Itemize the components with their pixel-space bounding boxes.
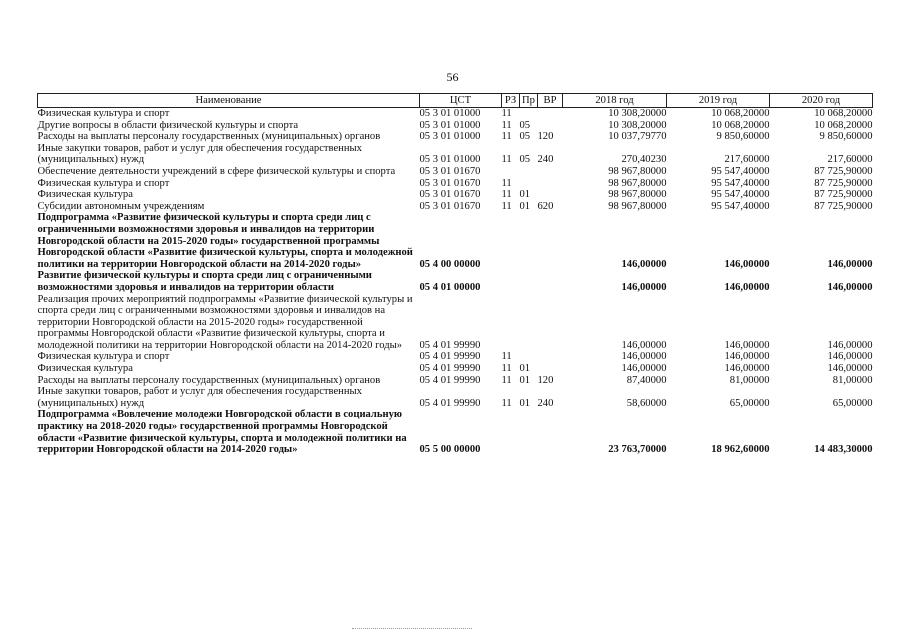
table-row [38,351,873,363]
table-row [38,143,873,166]
cell-2018: 98 967,80000 [608,165,667,177]
cell-2018: 10 308,20000 [608,108,667,119]
table-row [38,375,873,387]
cell-2018: 146,00000 [621,339,667,351]
cell-cst: 05 4 01 99990 [419,339,481,351]
cell-2018: 23 763,70000 [608,444,667,456]
cell-2020: 146,00000 [827,363,873,375]
cell-name: Физическая культура и спорт [37,177,170,189]
cell-name: Иные закупки товаров, работ и услуг для обеспечения государственных (муниципальных) нужд [37,142,362,166]
cell-vr [538,108,563,120]
cell-vr [538,351,563,363]
cell-vr [538,363,563,375]
cell-2020: 87 725,90000 [814,165,873,177]
cell-rz: 11 [501,154,512,166]
cell-2020: 146,00000 [827,339,873,351]
table-row [38,363,873,375]
cell-cst: 05 3 01 01670 [419,177,481,189]
table-row [38,386,873,409]
cell-2019: 18 962,60000 [711,444,770,456]
cell-name: Другие вопросы в области физической культуры и спорта [37,119,299,131]
cell-pr [520,166,538,178]
cell-2019: 10 068,20000 [711,119,770,131]
header-row [38,94,873,108]
cell-rz: 11 [501,351,512,363]
table-row [38,212,873,270]
cell-2019: 65,00000 [729,397,770,409]
cell-cst: 05 4 01 99990 [419,363,481,375]
cell-2018: 87,40000 [626,374,667,386]
cell-2019: 217,60000 [724,154,770,166]
header-name: Наименование [38,94,420,108]
cell-vr [538,294,563,352]
cell-vr [538,270,563,293]
cell-2018: 58,60000 [626,397,667,409]
cell-2019: 146,00000 [724,281,770,293]
cell-2019: 146,00000 [724,351,770,363]
cell-2020: 87 725,90000 [814,177,873,189]
cell-vr: 120 [537,374,554,386]
cell-cst: 05 3 01 01000 [419,154,481,166]
cell-2020: 87 725,90000 [814,200,873,212]
cell-pr [520,270,538,293]
table-row [38,270,873,293]
cell-name: Расходы на выплаты персоналу государственных (муниципальных) органов [37,131,381,143]
cell-2019: 95 547,40000 [711,200,770,212]
cell-pr: 01 [519,363,531,375]
header-pr: Пр [520,94,538,108]
cell-2019: 95 547,40000 [711,189,770,201]
table-row [38,108,873,120]
cell-2020: 9 850,60000 [819,131,873,143]
cell-rz: 11 [501,189,512,201]
table-row [38,178,873,190]
cell-vr [538,120,563,132]
cell-vr: 240 [537,397,554,409]
cell-2019: 146,00000 [724,363,770,375]
table-row [38,166,873,178]
cell-rz: 11 [501,397,512,409]
cell-2019: 95 547,40000 [711,177,770,189]
page-number: 56 [446,70,459,84]
table-header [38,94,873,108]
cell-name: Физическая культура [37,189,133,201]
cell-vr [538,212,563,270]
cell-2018: 146,00000 [621,258,667,270]
cell-name: Физическая культура и спорт [37,108,170,119]
cell-vr [538,166,563,178]
cell-rz [502,212,520,270]
cell-rz: 11 [501,108,512,119]
cell-2018: 98 967,80000 [608,200,667,212]
cell-cst: 05 4 01 99990 [419,351,481,363]
cell-name: Подпрограмма «Вовлечение молодежи Новгородской области в социальную практику на 2018-2020 годы» государственной программы Новгородской области «Развитие физической культуры, спорта и молодежной политики на территории Новгородской области на 2014-2020 годы» [37,409,407,456]
cell-2018: 146,00000 [621,281,667,293]
cell-name: Иные закупки товаров, работ и услуг для обеспечения государственных (муниципальных) нужд [37,386,362,409]
cell-rz: 11 [501,374,512,386]
cell-name: Реализация прочих мероприятий подпрограммы «Развитие физической культуры и спорта среди лиц с ограниченными возможностями здоровья и инвалидов на территории Новгородской области на 2015-2020 годы» государственной программы Новгородской области «Развитие физической культуры, спорта и молодежной политики на территории Новгородской области на 2014-2020 годы» [37,293,413,351]
cell-2019: 10 068,20000 [711,108,770,119]
cell-2018: 10 037,79770 [608,131,667,143]
cell-pr [520,108,538,120]
cell-cst: 05 3 01 01670 [419,165,481,177]
cell-cst: 05 3 01 01000 [419,119,481,131]
cell-2020: 87 725,90000 [814,189,873,201]
cell-rz [502,409,520,455]
header-rz: РЗ [502,94,520,108]
cell-rz: 11 [501,131,512,143]
cell-pr: 01 [519,200,531,212]
table-body [38,108,873,456]
cell-2018: 270,40230 [621,154,667,166]
cell-2020: 146,00000 [827,351,873,363]
cell-pr: 01 [519,374,531,386]
cell-2019: 95 547,40000 [711,165,770,177]
scan-artifact [352,628,472,633]
cell-vr: 620 [537,200,554,212]
cell-2019: 81,00000 [729,374,770,386]
cell-2018: 98 967,80000 [608,189,667,201]
cell-2020: 81,00000 [832,374,873,386]
cell-vr: 240 [537,154,554,166]
cell-pr: 01 [519,189,531,201]
cell-pr [520,351,538,363]
cell-pr [520,294,538,352]
cell-2020: 217,60000 [827,154,873,166]
budget-table [37,93,873,456]
cell-2020: 14 483,30000 [814,444,873,456]
cell-pr [520,409,538,455]
cell-name: Подпрограмма «Развитие физической культуры и спорта среди лиц с ограниченными возможностями здоровья и инвалидов на территории Новгородской области на 2015-2020 годы» государственной программы Новгородской области «Развитие физической культуры, спорта и молодежной политики на территории Новгородской области на 2014-2020 годы» [37,212,413,270]
cell-vr [538,409,563,455]
cell-pr [520,178,538,190]
cell-vr [538,178,563,190]
cell-vr: 120 [537,131,554,143]
cell-rz [502,270,520,293]
header-2019: 2019 год [667,94,770,108]
cell-2018: 146,00000 [621,351,667,363]
header-2020: 2020 год [770,94,873,108]
cell-cst: 05 4 01 00000 [419,281,481,293]
cell-2019: 146,00000 [724,339,770,351]
cell-pr: 05 [519,131,531,143]
cell-name: Физическая культура и спорт [37,351,170,363]
table-row [38,294,873,352]
cell-rz: 11 [501,177,512,189]
cell-name: Субсидии автономным учреждениям [37,200,205,212]
cell-2020: 65,00000 [832,397,873,409]
cell-cst: 05 3 01 01000 [419,108,481,119]
cell-2020: 146,00000 [827,281,873,293]
cell-name: Обеспечение деятельности учреждений в сфере физической культуры и спорта [37,165,396,177]
cell-2018: 98 967,80000 [608,177,667,189]
cell-rz: 11 [501,363,512,375]
cell-2020: 146,00000 [827,258,873,270]
cell-pr [520,212,538,270]
table-row [38,409,873,455]
cell-pr: 05 [519,154,531,166]
table-row [38,201,873,213]
cell-name: Расходы на выплаты персоналу государственных (муниципальных) органов [37,374,381,386]
cell-cst: 05 4 01 99990 [419,397,481,409]
cell-rz [502,294,520,352]
cell-pr: 05 [519,119,531,131]
cell-pr: 01 [519,397,531,409]
cell-2019: 146,00000 [724,258,770,270]
header-cst: ЦСТ [420,94,502,108]
cell-cst: 05 4 01 99990 [419,374,481,386]
cell-rz: 11 [501,200,512,212]
cell-vr [538,189,563,201]
header-2018: 2018 год [563,94,667,108]
table-row [38,131,873,143]
cell-name: Физическая культура [37,363,133,375]
cell-2019: 9 850,60000 [716,131,770,143]
cell-cst: 05 3 01 01670 [419,200,481,212]
cell-name: Развитие физической культуры и спорта среди лиц с ограниченными возможностями здоровья и инвалидов на территории области [37,270,372,293]
table-row [38,189,873,201]
cell-2018: 10 308,20000 [608,119,667,131]
header-vr: ВР [538,94,563,108]
cell-cst: 05 3 01 01670 [419,189,481,201]
cell-2020: 10 068,20000 [814,108,873,119]
cell-cst: 05 5 00 00000 [419,444,481,456]
cell-2018: 146,00000 [621,363,667,375]
cell-2020: 10 068,20000 [814,119,873,131]
cell-cst: 05 3 01 01000 [419,131,481,143]
cell-cst: 05 4 00 00000 [419,258,481,270]
table-row [38,120,873,132]
cell-rz: 11 [501,119,512,131]
cell-rz [502,166,520,178]
